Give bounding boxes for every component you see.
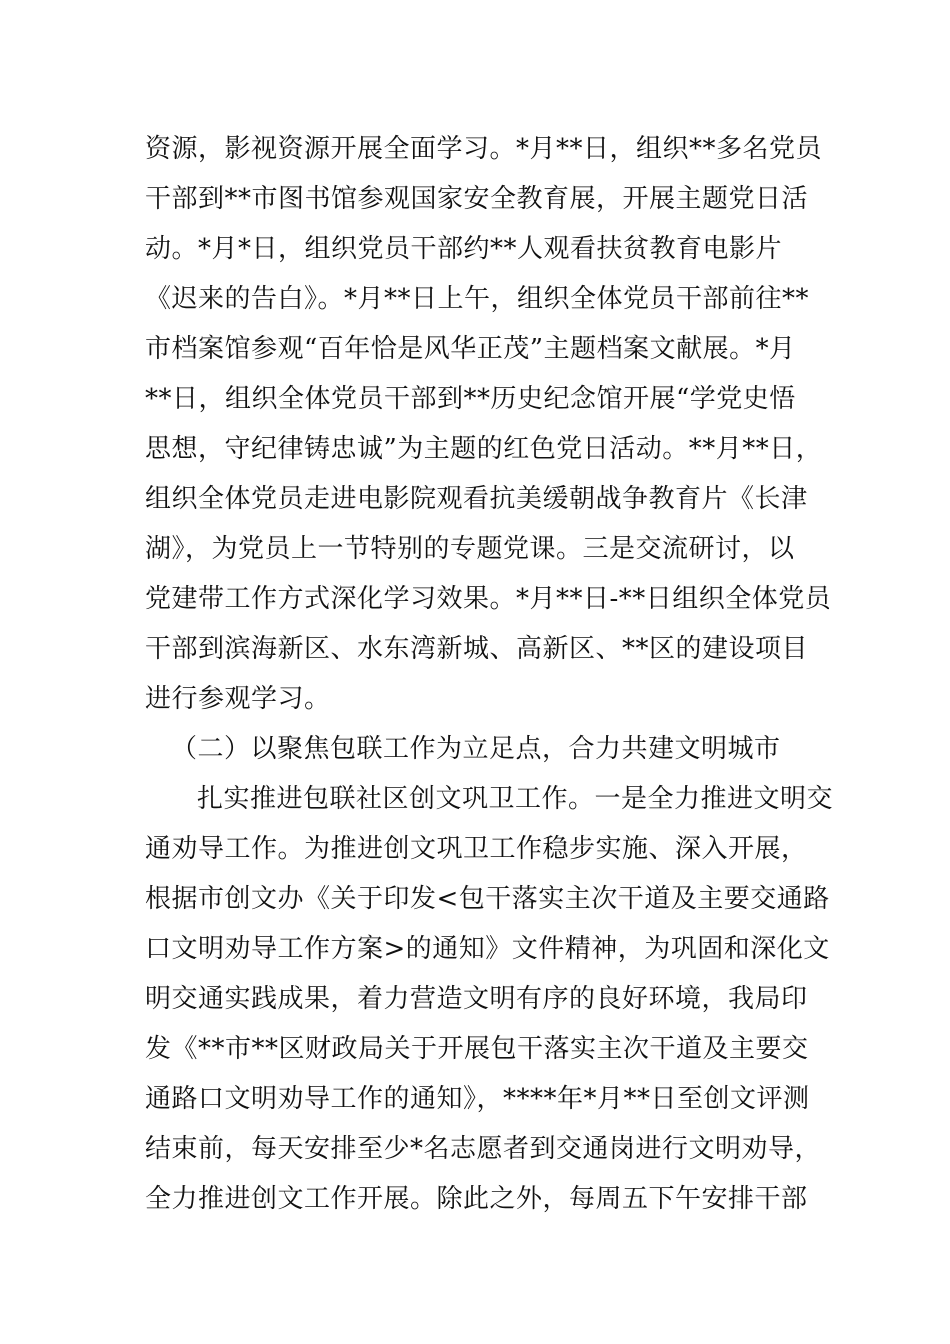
paragraph-line: **日，组织全体党员干部到**历史纪念馆开展“学党史悟 — [145, 384, 796, 414]
paragraph-line: 动。*月*日，组织党员干部约**人观看扶贫教育电影片 — [145, 234, 783, 264]
paragraph-line: 资源，影视资源开展全面学习。*月**日，组织**多名党员 — [145, 134, 823, 164]
paragraph-line: 扎实推进包联社区创文巩卫工作。一是全力推进文明交 — [197, 784, 834, 814]
paragraph-line: 结束前，每天安排至少*名志愿者到交通岗进行文明劝导， — [145, 1134, 822, 1164]
section-heading: （二）以聚焦包联工作为立足点，合力共建文明城市 — [171, 734, 781, 764]
paragraph-line: 干部到**市图书馆参观国家安全教育展，开展主题党日活 — [145, 184, 809, 214]
paragraph-line: 干部到滨海新区、水东湾新城、高新区、**区的建设项目 — [145, 634, 809, 664]
paragraph-line: 《迟来的告白》。*月**日上午，组织全体党员干部前往** — [145, 284, 810, 314]
paragraph-line: 全力推进创文工作开展。除此之外，每周五下午安排干部 — [145, 1184, 808, 1214]
paragraph-line: 进行参观学习。 — [145, 684, 331, 714]
paragraph-line: 明交通实践成果，着力营造文明有序的良好环境，我局印 — [145, 984, 808, 1014]
paragraph-line: 根据市创文办《关于印发<包干落实主次干道及主要交通路 — [145, 884, 830, 914]
paragraph-line: 口文明劝导工作方案>的通知》文件精神，为巩固和深化文 — [145, 934, 830, 964]
document-body — [145, 124, 835, 1224]
paragraph-line: 市档案馆参观“百年恰是风华正茂”主题档案文献展。*月 — [145, 334, 796, 364]
paragraph-line: 党建带工作方式深化学习效果。*月**日-**日组织全体党员 — [145, 584, 832, 614]
paragraph-line: 发《**市**区财政局关于开展包干落实主次干道及主要交 — [145, 1034, 809, 1064]
paragraph-line: 通劝导工作。为推进创文巩卫工作稳步实施、深入开展， — [145, 834, 808, 864]
paragraph-line: 组织全体党员走进电影院观看抗美缓朝战争教育片《长津 — [145, 484, 808, 514]
paragraph-line: 通路口文明劝导工作的通知》，****年*月**日至创文评测 — [145, 1084, 810, 1114]
paragraph-line: 思想，守纪律铸忠诚”为主题的红色党日活动。**月**日， — [145, 434, 823, 464]
paragraph-line: 湖》，为党员上一节特别的专题党课。三是交流研讨，以 — [145, 534, 795, 564]
